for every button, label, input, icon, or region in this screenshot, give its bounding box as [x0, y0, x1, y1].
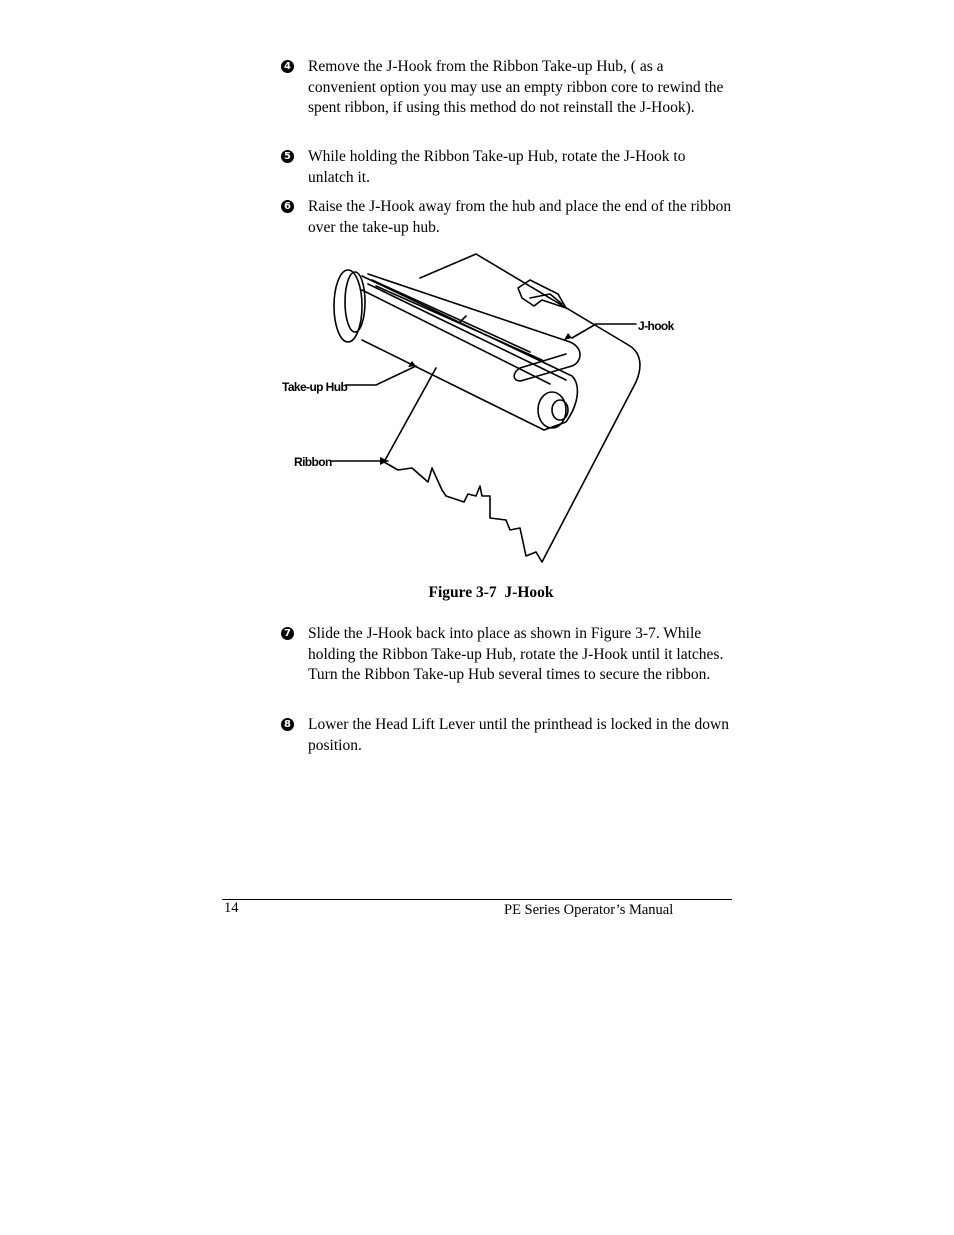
ribbon-sheet — [384, 254, 640, 562]
step-6 — [281, 197, 731, 239]
step-text: Slide the J-Hook back into place as shown in Figure 3-7. While holding the Ribbon Take-up Hub, rotate the J-Hook until it latches. Turn the Ribbon Take-up Hub several times to secure the ribbon. — [308, 625, 724, 683]
step-5 — [281, 147, 731, 189]
j-hook-figure — [280, 250, 680, 570]
figure-caption — [0, 584, 954, 602]
ribbon-label: Ribbon — [294, 455, 332, 469]
step-number-badge: 4 — [281, 60, 294, 73]
take-up-hub-label: Take-up Hub — [282, 380, 348, 394]
step-number-badge: 8 — [281, 718, 294, 731]
footer-divider — [222, 899, 732, 900]
page-number: 14 — [224, 900, 239, 916]
step-text: While holding the Ribbon Take-up Hub, rotate the J-Hook to unlatch it. — [308, 148, 686, 186]
hub-cylinder — [362, 276, 577, 430]
step-number-badge: 6 — [281, 200, 294, 213]
manual-title: PE Series Operator’s Manual — [504, 902, 674, 918]
step-8 — [281, 715, 731, 757]
j-hook-label: J-hook — [638, 319, 674, 333]
step-number-badge: 7 — [281, 627, 294, 640]
step-text: Remove the J-Hook from the Ribbon Take-up Hub, ( as a convenient option you may use an empty ribbon core to rewind the spent ribbon, if using this method do not reinstall the J-Hook). — [308, 58, 724, 116]
step-7 — [281, 624, 731, 706]
figure-number: Figure 3-7 — [428, 584, 497, 601]
step-text: Raise the J-Hook away from the hub and place the end of the ribbon over the take-up hub. — [308, 198, 732, 236]
hub-leader — [346, 366, 416, 385]
step-number-badge: 5 — [281, 150, 294, 163]
figure-title: J-Hook — [504, 584, 554, 601]
step-text: Lower the Head Lift Lever until the printhead is locked in the down position. — [308, 716, 729, 754]
step-4 — [281, 57, 731, 139]
